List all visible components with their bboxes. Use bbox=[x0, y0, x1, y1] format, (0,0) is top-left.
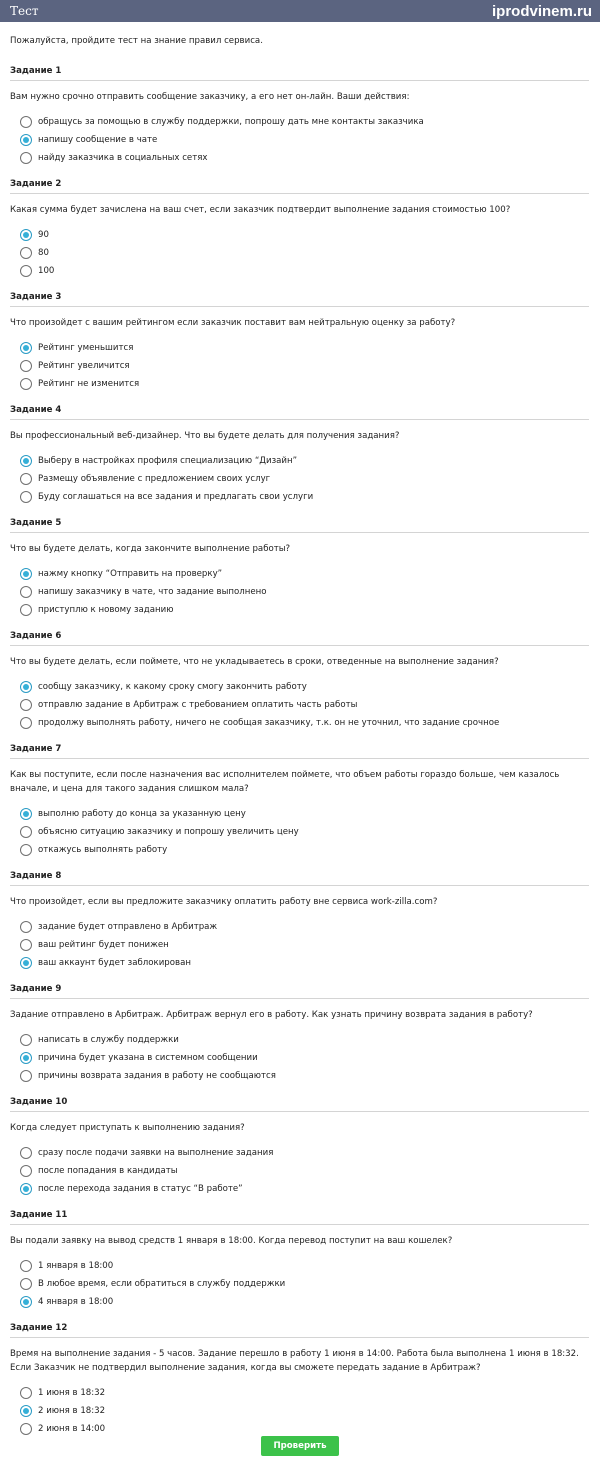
question-2 bbox=[10, 179, 589, 280]
answer-label[interactable]: 1 июня в 18:32 bbox=[38, 1388, 106, 1398]
radio-unchecked-icon[interactable] bbox=[20, 491, 32, 503]
answer-label[interactable]: сообщу заказчику, к какому сроку смогу закончить работу bbox=[38, 682, 307, 692]
answer-option[interactable] bbox=[10, 1031, 589, 1049]
divider bbox=[10, 532, 589, 533]
answer-label[interactable]: 90 bbox=[38, 230, 49, 240]
answer-option[interactable] bbox=[10, 1049, 589, 1067]
question-text: Что произойдет с вашим рейтингом если заказчик поставит вам нейтральную оценку за работу? bbox=[10, 318, 456, 328]
answer-label[interactable]: В любое время, если обратиться в службу поддержки bbox=[38, 1279, 286, 1289]
answer-option[interactable] bbox=[10, 565, 589, 583]
answer-option[interactable] bbox=[10, 113, 589, 131]
question-text: Как вы поступите, если после назначения вас исполнителем поймете, что объем работы гораздо больше, чем казалось вначале, и цена для такого задания слишком мала? bbox=[10, 770, 560, 794]
answer-label[interactable]: 4 января в 18:00 bbox=[38, 1297, 114, 1307]
radio-unchecked-icon[interactable] bbox=[20, 1387, 32, 1399]
answer-label[interactable]: Рейтинг увеличится bbox=[38, 361, 130, 371]
answer-options bbox=[10, 805, 589, 859]
question-text: Что вы будете делать, если поймете, что не укладываетесь в сроки, отведенные на выполнение задания? bbox=[10, 657, 499, 667]
answer-option[interactable] bbox=[10, 131, 589, 149]
answer-option[interactable] bbox=[10, 375, 589, 393]
question-text: Задание отправлено в Арбитраж. Арбитраж вернул его в работу. Как узнать причину возврата задания в работу? bbox=[10, 1010, 533, 1020]
answer-label[interactable]: приступлю к новому заданию bbox=[38, 605, 174, 615]
radio-unchecked-icon[interactable] bbox=[20, 473, 32, 485]
radio-checked-icon[interactable] bbox=[20, 1405, 32, 1417]
radio-checked-icon[interactable] bbox=[20, 134, 32, 146]
answer-option[interactable] bbox=[10, 805, 589, 823]
answer-label[interactable]: причина будет указана в системном сообщении bbox=[38, 1053, 258, 1063]
question-title: Задание 11 bbox=[10, 1210, 68, 1220]
question-title: Задание 3 bbox=[10, 292, 62, 302]
question-title: Задание 12 bbox=[10, 1323, 68, 1333]
answer-option[interactable] bbox=[10, 954, 589, 972]
answer-option[interactable] bbox=[10, 149, 589, 167]
divider bbox=[10, 1337, 589, 1338]
radio-unchecked-icon[interactable] bbox=[20, 586, 32, 598]
watermark: iprodvinem.ru bbox=[491, 2, 592, 20]
radio-unchecked-icon[interactable] bbox=[20, 717, 32, 729]
radio-unchecked-icon[interactable] bbox=[20, 1070, 32, 1082]
question-title: Задание 6 bbox=[10, 631, 62, 641]
answer-option[interactable] bbox=[10, 1257, 589, 1275]
radio-checked-icon[interactable] bbox=[20, 568, 32, 580]
divider bbox=[10, 306, 589, 307]
question-title: Задание 2 bbox=[10, 179, 62, 189]
answer-option[interactable] bbox=[10, 488, 589, 506]
answer-label[interactable]: ваш аккаунт будет заблокирован bbox=[38, 958, 191, 968]
question-text: Когда следует приступать к выполнению задания? bbox=[10, 1123, 245, 1133]
answer-label[interactable]: после перехода задания в статус “В работе” bbox=[38, 1184, 243, 1194]
answer-options bbox=[10, 1144, 589, 1198]
question-11 bbox=[10, 1210, 589, 1311]
question-title: Задание 9 bbox=[10, 984, 62, 994]
answer-label[interactable]: 1 января в 18:00 bbox=[38, 1261, 114, 1271]
radio-unchecked-icon[interactable] bbox=[20, 921, 32, 933]
radio-checked-icon[interactable] bbox=[20, 455, 32, 467]
test-form bbox=[0, 22, 600, 1438]
answer-option[interactable] bbox=[10, 262, 589, 280]
answer-label[interactable]: сразу после подачи заявки на выполнение задания bbox=[38, 1148, 274, 1158]
answer-label[interactable]: причины возврата задания в работу не сообщаются bbox=[38, 1071, 276, 1081]
question-list bbox=[10, 66, 589, 1438]
answer-option[interactable] bbox=[10, 1144, 589, 1162]
radio-unchecked-icon[interactable] bbox=[20, 1260, 32, 1272]
answer-option[interactable] bbox=[10, 357, 589, 375]
question-12 bbox=[10, 1323, 589, 1438]
header-bar bbox=[0, 0, 600, 22]
radio-unchecked-icon[interactable] bbox=[20, 360, 32, 372]
answer-label[interactable]: Выберу в настройках профиля специализацию “Дизайн” bbox=[38, 456, 298, 466]
divider bbox=[10, 885, 589, 886]
answer-label[interactable]: 2 июня в 14:00 bbox=[38, 1424, 106, 1434]
answer-option[interactable] bbox=[10, 714, 589, 732]
page-title: Тест bbox=[10, 4, 39, 18]
answer-label[interactable]: после попадания в кандидаты bbox=[38, 1166, 178, 1176]
radio-unchecked-icon[interactable] bbox=[20, 844, 32, 856]
answer-options bbox=[10, 565, 589, 619]
answer-option[interactable] bbox=[10, 583, 589, 601]
answer-label[interactable]: Рейтинг уменьшится bbox=[38, 343, 134, 353]
divider bbox=[10, 998, 589, 999]
answer-label[interactable]: 100 bbox=[38, 266, 55, 276]
radio-unchecked-icon[interactable] bbox=[20, 1423, 32, 1435]
question-4 bbox=[10, 405, 589, 506]
question-title: Задание 8 bbox=[10, 871, 62, 881]
question-3 bbox=[10, 292, 589, 393]
question-10 bbox=[10, 1097, 589, 1198]
answer-option[interactable] bbox=[10, 244, 589, 262]
answer-label[interactable]: найду заказчика в социальных сетях bbox=[38, 153, 208, 163]
divider bbox=[10, 758, 589, 759]
answer-options bbox=[10, 918, 589, 972]
radio-checked-icon[interactable] bbox=[20, 229, 32, 241]
radio-unchecked-icon[interactable] bbox=[20, 939, 32, 951]
question-title: Задание 10 bbox=[10, 1097, 68, 1107]
radio-checked-icon[interactable] bbox=[20, 1052, 32, 1064]
radio-unchecked-icon[interactable] bbox=[20, 604, 32, 616]
answer-label[interactable]: 80 bbox=[38, 248, 49, 258]
answer-label[interactable]: 2 июня в 18:32 bbox=[38, 1406, 106, 1416]
answer-option[interactable] bbox=[10, 918, 589, 936]
radio-unchecked-icon[interactable] bbox=[20, 1147, 32, 1159]
radio-checked-icon[interactable] bbox=[20, 1296, 32, 1308]
answer-option[interactable] bbox=[10, 1162, 589, 1180]
radio-unchecked-icon[interactable] bbox=[20, 1278, 32, 1290]
divider bbox=[10, 1224, 589, 1225]
answer-option[interactable] bbox=[10, 1384, 589, 1402]
divider bbox=[10, 419, 589, 420]
answer-option[interactable] bbox=[10, 823, 589, 841]
question-text: Вы подали заявку на вывод средств 1 января в 18:00. Когда перевод поступит на ваш кошелек? bbox=[10, 1236, 453, 1246]
question-title: Задание 4 bbox=[10, 405, 62, 415]
answer-label[interactable]: написать в службу поддержки bbox=[38, 1035, 179, 1045]
answer-options bbox=[10, 678, 589, 732]
answer-option[interactable] bbox=[10, 1067, 589, 1085]
radio-unchecked-icon[interactable] bbox=[20, 378, 32, 390]
question-text: Какая сумма будет зачислена на ваш счет, если заказчик подтвердит выполнение задания стоимостью 100? bbox=[10, 205, 511, 215]
answer-label[interactable]: ваш рейтинг будет понижен bbox=[38, 940, 169, 950]
question-title: Задание 7 bbox=[10, 744, 62, 754]
divider bbox=[10, 80, 589, 81]
check-button[interactable]: Проверить bbox=[261, 1436, 339, 1456]
answer-label[interactable]: откажусь выполнять работу bbox=[38, 845, 168, 855]
divider bbox=[10, 1111, 589, 1112]
answer-option[interactable] bbox=[10, 678, 589, 696]
radio-unchecked-icon[interactable] bbox=[20, 826, 32, 838]
radio-unchecked-icon[interactable] bbox=[20, 116, 32, 128]
divider bbox=[10, 645, 589, 646]
answer-option[interactable] bbox=[10, 1275, 589, 1293]
radio-checked-icon[interactable] bbox=[20, 681, 32, 693]
radio-unchecked-icon[interactable] bbox=[20, 1034, 32, 1046]
question-title: Задание 1 bbox=[10, 66, 62, 76]
radio-unchecked-icon[interactable] bbox=[20, 265, 32, 277]
answer-label[interactable]: продолжу выполнять работу, ничего не сообщая заказчику, т.к. он не уточнил, что задание срочное bbox=[38, 718, 500, 728]
answer-options bbox=[10, 113, 589, 167]
answer-option[interactable] bbox=[10, 1180, 589, 1198]
question-text: Что вы будете делать, когда закончите выполнение работы? bbox=[10, 544, 291, 554]
answer-label[interactable]: Буду соглашаться на все задания и предлагать свои услуги bbox=[38, 492, 314, 502]
question-6 bbox=[10, 631, 589, 732]
answer-option[interactable] bbox=[10, 696, 589, 714]
answer-label[interactable]: Размещу объявление с предложением своих услуг bbox=[38, 474, 271, 484]
answer-label[interactable]: нажму кнопку “Отправить на проверку” bbox=[38, 569, 223, 579]
answer-option[interactable] bbox=[10, 1402, 589, 1420]
question-text: Вам нужно срочно отправить сообщение заказчику, а его нет он-лайн. Ваши действия: bbox=[10, 92, 410, 102]
radio-unchecked-icon[interactable] bbox=[20, 699, 32, 711]
radio-checked-icon[interactable] bbox=[20, 1183, 32, 1195]
answer-label[interactable]: задание будет отправлено в Арбитраж bbox=[38, 922, 218, 932]
question-8 bbox=[10, 871, 589, 972]
answer-option[interactable] bbox=[10, 841, 589, 859]
question-1 bbox=[10, 66, 589, 167]
answer-label[interactable]: обращусь за помощью в службу поддержки, попрошу дать мне контакты заказчика bbox=[38, 117, 424, 127]
answer-option[interactable] bbox=[10, 226, 589, 244]
radio-unchecked-icon[interactable] bbox=[20, 152, 32, 164]
answer-option[interactable] bbox=[10, 339, 589, 357]
answer-label[interactable]: напишу сообщение в чате bbox=[38, 135, 158, 145]
radio-checked-icon[interactable] bbox=[20, 342, 32, 354]
answer-option[interactable] bbox=[10, 936, 589, 954]
answer-label[interactable]: отправлю задание в Арбитраж с требованием оплатить часть работы bbox=[38, 700, 358, 710]
radio-checked-icon[interactable] bbox=[20, 957, 32, 969]
answer-label[interactable]: Рейтинг не изменится bbox=[38, 379, 140, 389]
answer-option[interactable] bbox=[10, 452, 589, 470]
intro-text: Пожалуйста, пройдите тест на знание правил сервиса. bbox=[10, 36, 263, 46]
question-title: Задание 5 bbox=[10, 518, 62, 528]
answer-label[interactable]: напишу заказчику в чате, что задание выполнено bbox=[38, 587, 267, 597]
radio-checked-icon[interactable] bbox=[20, 808, 32, 820]
answer-option[interactable] bbox=[10, 470, 589, 488]
answer-label[interactable]: объясню ситуацию заказчику и попрошу увеличить цену bbox=[38, 827, 299, 837]
question-5 bbox=[10, 518, 589, 619]
radio-unchecked-icon[interactable] bbox=[20, 1165, 32, 1177]
submit-area bbox=[0, 1436, 600, 1456]
radio-unchecked-icon[interactable] bbox=[20, 247, 32, 259]
question-text: Что произойдет, если вы предложите заказчику оплатить работу вне сервиса work-zilla.com? bbox=[10, 897, 438, 907]
divider bbox=[10, 193, 589, 194]
answer-option[interactable] bbox=[10, 1293, 589, 1311]
answer-label[interactable]: выполню работу до конца за указанную цену bbox=[38, 809, 246, 819]
question-text: Время на выполнение задания - 5 часов. Задание перешло в работу 1 июня в 14:00. Работа была выполнена 1 июня в 18:32. Если Заказчик не подтвердил выполнение задания, когда вы сможете передать задание в Арбитраж? bbox=[10, 1349, 579, 1373]
answer-options bbox=[10, 1384, 589, 1438]
question-text: Вы профессиональный веб-дизайнер. Что вы будете делать для получения задания? bbox=[10, 431, 400, 441]
question-9 bbox=[10, 984, 589, 1085]
answer-options bbox=[10, 226, 589, 280]
answer-options bbox=[10, 1257, 589, 1311]
answer-options bbox=[10, 1031, 589, 1085]
question-7 bbox=[10, 744, 589, 859]
answer-options bbox=[10, 452, 589, 506]
answer-options bbox=[10, 339, 589, 393]
answer-option[interactable] bbox=[10, 601, 589, 619]
